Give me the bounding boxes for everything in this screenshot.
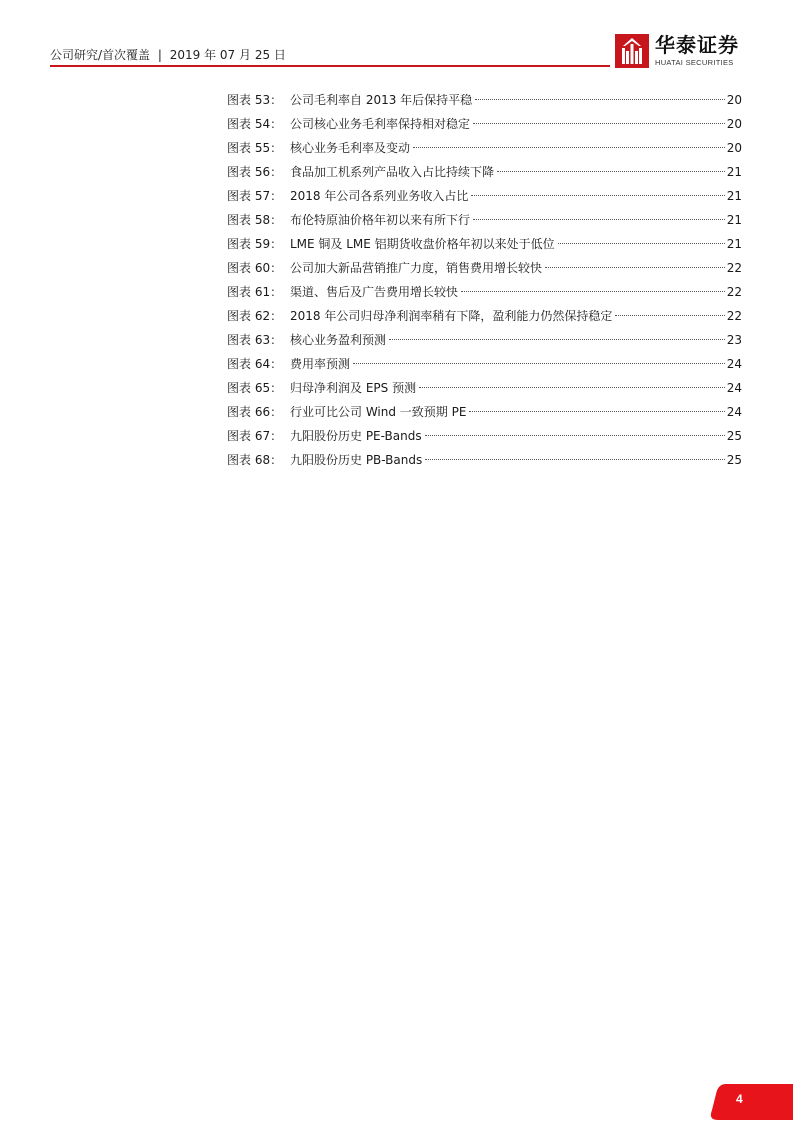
- dot-leader: [425, 458, 724, 460]
- figure-label: 图表 68：: [227, 453, 283, 467]
- figure-label: 图表 67：: [227, 429, 283, 443]
- dot-leader: [545, 266, 725, 268]
- page-tab-shape: [708, 1084, 793, 1120]
- page-ref: 22: [726, 261, 742, 275]
- figure-label: 图表 58：: [227, 213, 283, 227]
- figure-title: 核心业务盈利预测: [290, 333, 387, 347]
- page-ref: 20: [726, 117, 742, 131]
- toc-entry[interactable]: [227, 400, 742, 424]
- page-ref: 25: [726, 429, 742, 443]
- figure-label: 图表 63：: [227, 333, 283, 347]
- toc-entry[interactable]: [227, 112, 742, 136]
- toc-entry[interactable]: [227, 232, 742, 256]
- figure-title: 归母净利润及 EPS 预测: [290, 381, 417, 395]
- dot-leader: [497, 170, 725, 172]
- page-ref: 21: [726, 213, 742, 227]
- figure-title: 行业可比公司 Wind 一致预期 PE: [290, 405, 467, 419]
- figure-title: 2018 年公司各系列业务收入占比: [290, 189, 469, 203]
- header-rule: [50, 65, 610, 67]
- page-ref: 23: [726, 333, 742, 347]
- page-ref: 20: [726, 93, 742, 107]
- figure-title: 渠道、售后及广告费用增长较快: [290, 285, 459, 299]
- figure-label: 图表 54：: [227, 117, 283, 131]
- dot-leader: [473, 122, 725, 124]
- figure-title: 公司加大新品营销推广力度，销售费用增长较快: [290, 261, 543, 275]
- page-ref: 21: [726, 165, 742, 179]
- figure-label: 图表 53：: [227, 93, 283, 107]
- figure-title: 2018 年公司归母净利润率稍有下降，盈利能力仍然保持稳定: [290, 309, 613, 323]
- page-ref: 20: [726, 141, 742, 155]
- header-separator: |: [157, 48, 162, 62]
- figure-title: 布伦特原油价格年初以来有所下行: [290, 213, 471, 227]
- figure-label: 图表 59：: [227, 237, 283, 251]
- toc-entry[interactable]: [227, 208, 742, 232]
- toc-entry[interactable]: [227, 136, 742, 160]
- dot-leader: [475, 98, 725, 100]
- toc-entry[interactable]: [227, 424, 742, 448]
- figure-label: 图表 56：: [227, 165, 283, 179]
- toc-entry[interactable]: [227, 304, 742, 328]
- figure-index-list: [227, 88, 742, 472]
- company-logo: [615, 32, 750, 72]
- toc-entry[interactable]: [227, 160, 742, 184]
- figure-label: 图表 65：: [227, 381, 283, 395]
- report-header: [50, 44, 610, 66]
- figure-label: 图表 61：: [227, 285, 283, 299]
- dot-leader: [413, 146, 725, 148]
- toc-entry[interactable]: [227, 184, 742, 208]
- toc-entry[interactable]: [227, 88, 742, 112]
- page-ref: 22: [726, 309, 742, 323]
- page-ref: 25: [726, 453, 742, 467]
- figure-label: 图表 62：: [227, 309, 283, 323]
- toc-entry[interactable]: [227, 280, 742, 304]
- huatai-logo-icon: [615, 34, 649, 68]
- page-number-tab: [708, 1084, 793, 1120]
- dot-leader: [353, 362, 725, 364]
- dot-leader: [461, 290, 725, 292]
- dot-leader: [425, 434, 725, 436]
- dot-leader: [471, 194, 724, 196]
- figure-title: 核心业务毛利率及变动: [290, 141, 411, 155]
- figure-label: 图表 55：: [227, 141, 283, 155]
- dot-leader: [558, 242, 725, 244]
- page-ref: 21: [726, 189, 742, 203]
- dot-leader: [615, 314, 724, 316]
- page-ref: 24: [726, 381, 742, 395]
- figure-title: LME 铜及 LME 铝期货收盘价格年初以来处于低位: [290, 237, 555, 251]
- figure-label: 图表 64：: [227, 357, 283, 371]
- logo-name-cn: 华泰证券: [655, 33, 739, 57]
- toc-entry[interactable]: [227, 376, 742, 400]
- toc-entry[interactable]: [227, 448, 742, 472]
- figure-title: 费用率预测: [290, 357, 351, 371]
- figure-title: 九阳股份历史 PE-Bands: [290, 429, 422, 443]
- dot-leader: [473, 218, 725, 220]
- dot-leader: [419, 386, 725, 388]
- report-date: 2019 年 07 月 25 日: [169, 48, 286, 62]
- logo-name-en: HUATAI SECURITIES: [655, 58, 734, 67]
- figure-label: 图表 57：: [227, 189, 283, 203]
- page-ref: 24: [726, 357, 742, 371]
- report-category: 公司研究/首次覆盖: [50, 48, 151, 62]
- toc-entry[interactable]: [227, 328, 742, 352]
- figure-title: 九阳股份历史 PB-Bands: [290, 453, 423, 467]
- page-ref: 21: [726, 237, 742, 251]
- page-number: 4: [736, 1092, 743, 1106]
- toc-entry[interactable]: [227, 352, 742, 376]
- figure-title: 食品加工机系列产品收入占比持续下降: [290, 165, 495, 179]
- figure-title: 公司毛利率自 2013 年后保持平稳: [290, 93, 473, 107]
- dot-leader: [469, 410, 724, 412]
- figure-title: 公司核心业务毛利率保持相对稳定: [290, 117, 471, 131]
- page-ref: 22: [726, 285, 742, 299]
- figure-label: 图表 60：: [227, 261, 283, 275]
- dot-leader: [389, 338, 725, 340]
- page-ref: 24: [726, 405, 742, 419]
- figure-label: 图表 66：: [227, 405, 283, 419]
- toc-entry[interactable]: [227, 256, 742, 280]
